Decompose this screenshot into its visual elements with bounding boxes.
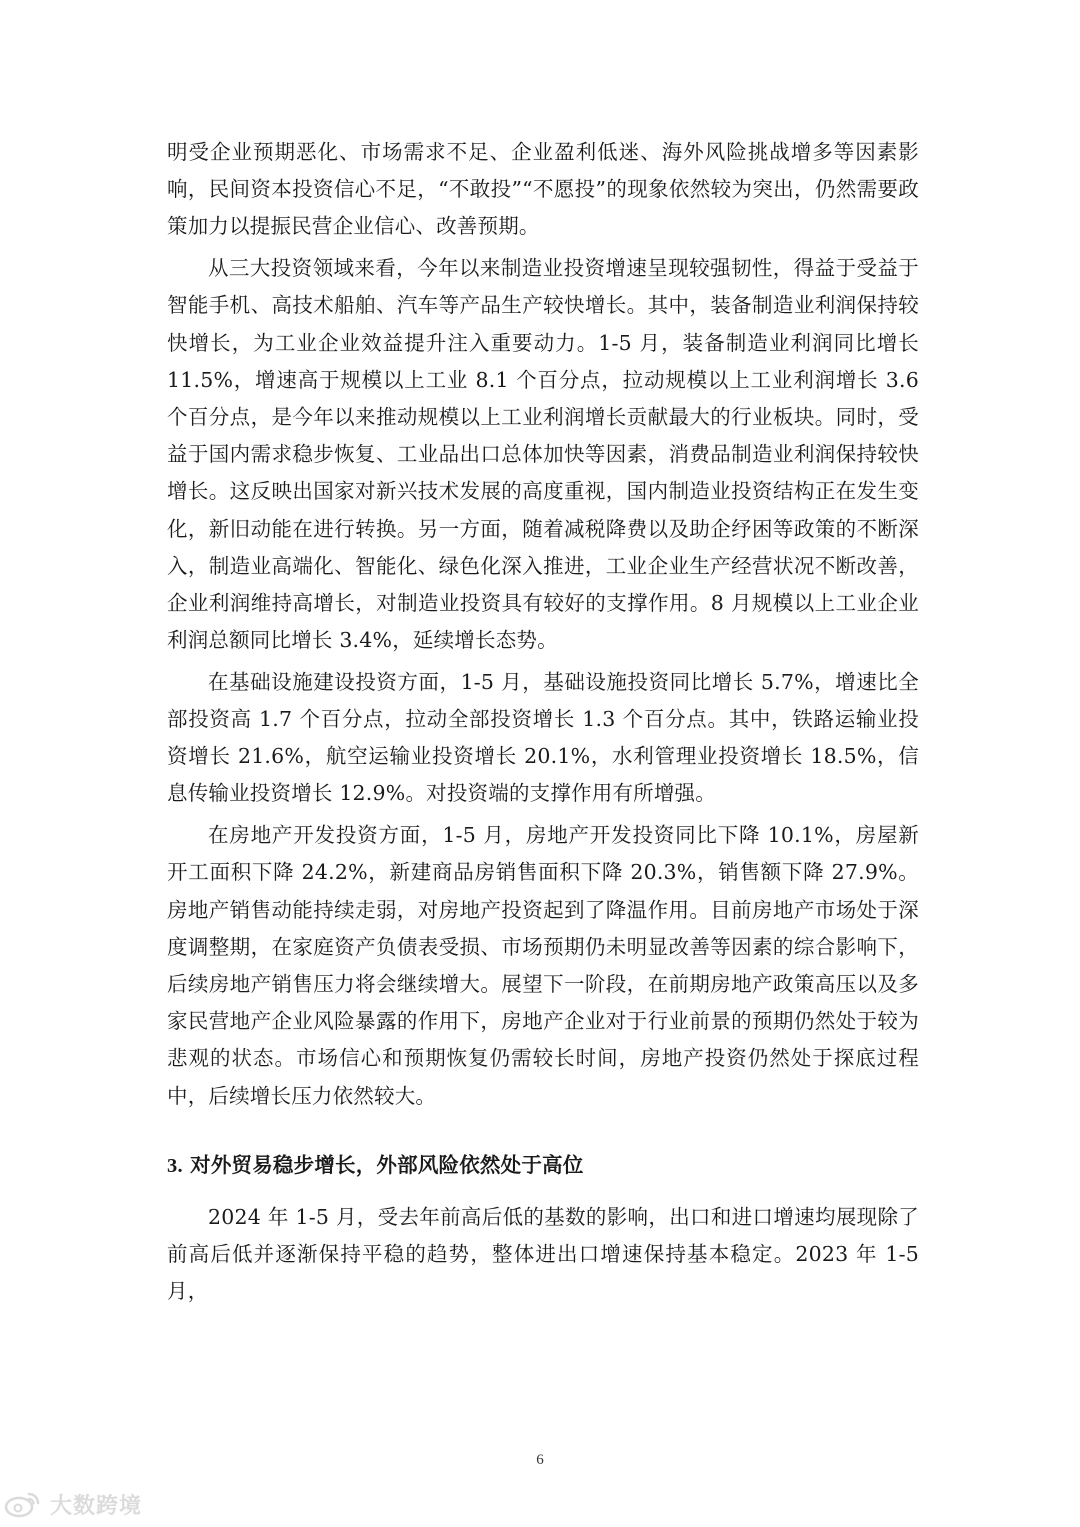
paragraph-foreign-trade: 2024 年 1-5 月，受去年前高后低的基数的影响，出口和进口增速均展现除了前高后低并逐渐保持平稳的趋势，整体进出口增速保持基本稳定。2023 年 1-5 月， <box>167 1204 919 1304</box>
paragraph-infrastructure-investment: 在基础设施建设投资方面，1-5 月，基础设施投资同比增长 5.7%，增速比全部投资高 1.7 个百分点，拉动全部投资增长 1.3 个百分点。其中，铁路运输业投资增长 21.6%，航空运输业投资增长 20.1%，水利管理业投资增长 18.5%，信息传输业投资增长 12.9%。对投资端的支撑作用有所增强。 <box>167 669 919 806</box>
paragraph-continued: 明受企业预期恶化、市场需求不足、企业盈利低迷、海外风险挑战增多等因素影响，民间资本投资信心不足，“不敢投”“不愿投”的现象依然较为突出，仍然需要政策加力以提振民营企业信心、改善预期。 <box>167 140 919 239</box>
watermark-text: 大数跨境 <box>50 1493 143 1519</box>
watermark <box>4 1488 142 1520</box>
section-heading-text: 对外贸易稳步增长，外部风险依然处于高位 <box>190 1152 584 1177</box>
page-content <box>167 134 919 1311</box>
paragraph-real-estate-investment: 在房地产开发投资方面，1-5 月，房地产开发投资同比下降 10.1%，房屋新开工面积下降 24.2%，新建商品房销售面积下降 20.3%，销售额下降 27.9%。房地产销售动能持续走弱，对房地产投资起到了降温作用。目前房地产市场处于深度调整期，在家庭资产负债表受损、市场预期仍未明显改善等因素的综合影响下，后续房地产销售压力将会继续增大。展望下一阶段，在前期房地产政策高压以及多家民营地产企业风险暴露的作用下，房地产企业对于行业前景的预期仍然处于较为悲观的状态。市场信心和预期恢复仍需较长时间，房地产投资仍然处于探底过程中，后续增长压力依然较大。 <box>167 823 919 1108</box>
page-number: 6 <box>536 1452 544 1468</box>
section-heading <box>167 1147 919 1185</box>
weibo-logo-icon <box>4 1490 42 1518</box>
paragraph-manufacturing-investment: 从三大投资领域来看，今年以来制造业投资增速呈现较强韧性，得益于受益于智能手机、高技术船舶、汽车等产品生产较快增长。其中，装备制造业利润保持较快增长，为工业企业效益提升注入重要动力。1-5 月，装备制造业利润同比增长 11.5%，增速高于规模以上工业 8.1 个百分点，拉动规模以上工业利润增长 3.6 个百分点，是今年以来推动规模以上工业利润增长贡献最大的行业板块。同时，受益于国内需求稳步恢复、工业品出口总体加快等因素，消费品制造业利润保持较快增长。这反映出国家对新兴技术发展的高度重视，国内制造业投资结构正在发生变化，新旧动能在进行转换。另一方面，随着减税降费以及助企纾困等政策的不断深入，制造业高端化、智能化、绿色化深入推进，工业企业生产经营状况不断改善，企业利润维持高增长，对制造业投资具有较好的支撑作用。8 月规模以上工业企业利润总额同比增长 3.4%，延续增长态势。 <box>167 256 919 653</box>
section-heading-number: 3. <box>167 1154 183 1177</box>
